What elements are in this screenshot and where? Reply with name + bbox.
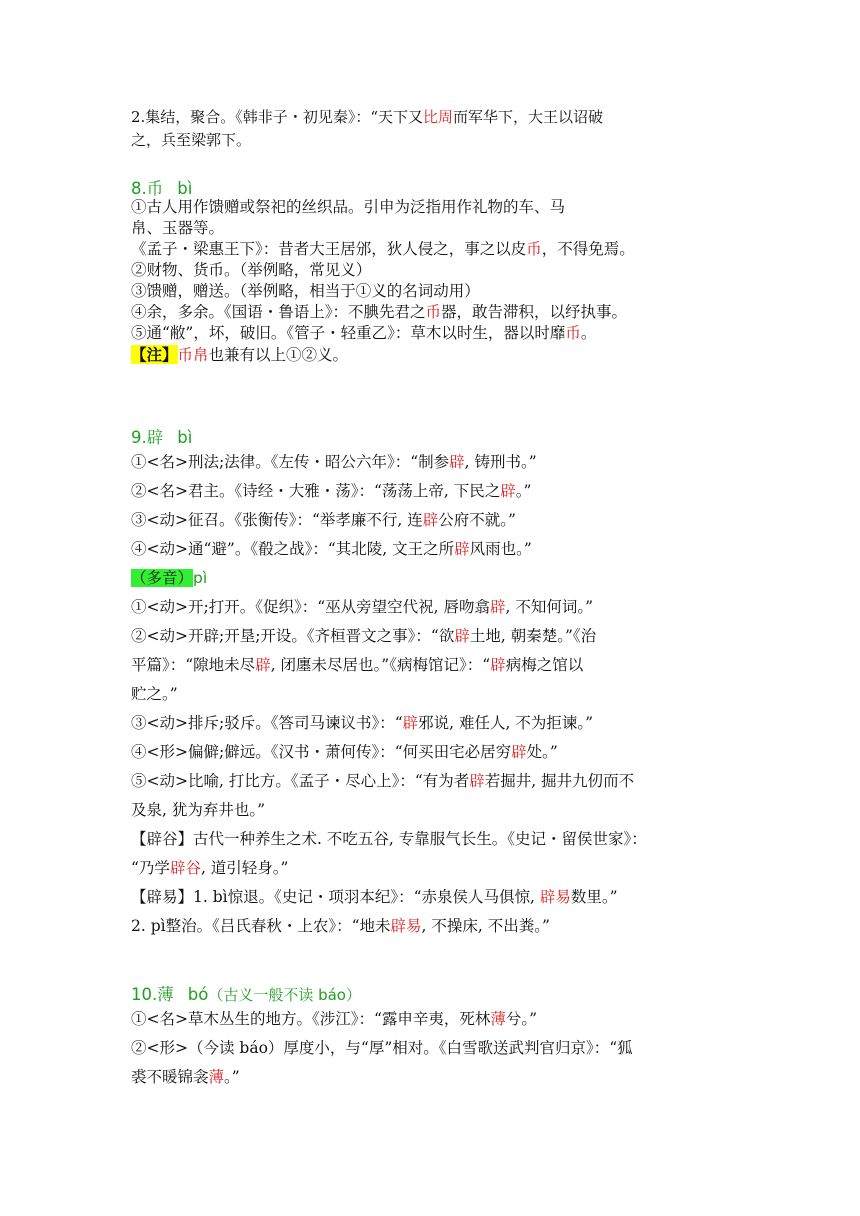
highlighted-term: 辟 xyxy=(255,656,271,674)
definition: ③<动>排斥;驳斥。《答司马谏议书》：“ xyxy=(131,714,403,732)
definition: 邪说, 难任人, 不为拒谏。” xyxy=(418,714,594,732)
highlighted-term: 币 xyxy=(526,240,542,258)
definition: 贮之。” xyxy=(131,685,178,703)
text: 而军华下，大王以诏破 xyxy=(453,108,604,126)
definition: 。” xyxy=(515,482,532,500)
highlighted-term: 辟 xyxy=(454,540,470,558)
definition: 平篇》：“隙地未尽 xyxy=(131,656,256,674)
text: 2.集结，聚合。《韩非子・初见秦》：“天下又 xyxy=(131,108,423,126)
entry-character: 币 xyxy=(146,179,164,198)
compound-entry: , 不操床, 不出粪。” xyxy=(421,917,550,935)
compound-entry: , 道引轻身。” xyxy=(200,859,289,877)
definition: 兮。” xyxy=(505,1010,538,1028)
highlighted-term: 辟 xyxy=(454,627,470,645)
definition: ⑤通“敝”，坏，破旧。《管子・轻重乙》：草木以时生，器以时靡 xyxy=(131,324,566,342)
definition: ①<名>草木丛生的地方。《涉江》：“露申辛夷，死林 xyxy=(131,1010,491,1028)
text: 之，兵至梁郭下。 xyxy=(131,131,252,149)
definition: 帛、玉器等。 xyxy=(131,219,225,237)
definition: ③<动>征召。《张衡传》：“举孝廉不行, 连 xyxy=(131,511,423,529)
note-tag: 【注】 xyxy=(131,345,178,364)
definition: , 铸刑书。” xyxy=(464,453,537,471)
entry-pinyin: bì xyxy=(177,428,193,447)
definition: ②财物、货币。（举例略，常见义） xyxy=(131,261,372,279)
example: ，不得免焉。 xyxy=(541,240,635,258)
highlighted-term: 辟 xyxy=(511,743,527,761)
definition: 病梅之馆以 xyxy=(505,656,584,674)
highlighted-term: 辟 xyxy=(490,656,506,674)
highlighted-term: 辟 xyxy=(449,453,465,471)
definition: ①<名>刑法;法律。《左传・昭公六年》：“制参 xyxy=(131,453,450,471)
highlighted-term: 辟易 xyxy=(390,917,422,935)
highlighted-term: 辟 xyxy=(402,714,419,732)
entry-number: 9. xyxy=(131,428,147,447)
highlighted-term: 辟 xyxy=(489,598,506,616)
definition: 土地, 朝秦楚。”《治 xyxy=(469,627,597,645)
entry-9-body xyxy=(131,448,731,941)
highlighted-term: 币帛 xyxy=(177,346,209,364)
entry-character: 薄 xyxy=(157,985,174,1004)
highlighted-term: 辟谷 xyxy=(169,859,201,877)
entry-character: 辟 xyxy=(146,428,164,447)
entry-number: 8. xyxy=(131,179,147,198)
definition: 若掘井, 掘井九仞而不 xyxy=(484,772,635,790)
entry-prev-continuation xyxy=(131,106,731,152)
example: 《孟子・梁惠王下》：昔者大王居邠，狄人侵之，事之以皮 xyxy=(131,240,527,258)
note-text: 也兼有以上①②义。 xyxy=(208,346,349,364)
highlighted-term: 币 xyxy=(565,324,581,342)
definition: , 不知何词。” xyxy=(505,598,594,616)
definition: 器，敢告滞积，以纾执事。 xyxy=(441,303,628,321)
definition: 风雨也。” xyxy=(469,540,532,558)
highlighted-term: 比周 xyxy=(422,108,453,126)
definition: , 闭廛未尽居也。”《病梅馆记》：“ xyxy=(270,656,491,674)
definition: ④余，多余。《国语・鲁语上》：不腆先君之 xyxy=(131,303,426,321)
entry-8-body xyxy=(131,197,731,365)
entry-note: （古义一般不读 báo） xyxy=(208,986,361,1004)
polyphone-tag: （多音） xyxy=(131,569,194,587)
definition: 及泉, 犹为弃井也。” xyxy=(131,801,266,819)
entry-8-heading xyxy=(131,175,192,199)
definition: 处。” xyxy=(526,743,558,761)
entry-pinyin: bì xyxy=(177,179,193,198)
compound-entry: 2. pì整治。《吕氏春秋・上农》：“地未 xyxy=(131,917,391,935)
definition: ④<形>偏僻;僻远。《汉书・萧何传》：“何买田宅必居穷 xyxy=(131,743,512,761)
definition: ⑤<动>比喻, 打比方。《孟子・尽心上》：“有为者 xyxy=(131,772,470,790)
definition: ②<名>君主。《诗经・大雅・荡》：“荡荡上帝, 下民之 xyxy=(131,482,501,500)
definition: ②<形>（今读 báo）厚度小，与“厚”相对。《白雪歌送武判官归京》：“狐 xyxy=(131,1039,633,1057)
compound-entry: 【辟谷】古代一种养生之术. 不吃五谷, 专靠服气长生。《史记・留侯世家》： xyxy=(131,830,647,848)
entry-pinyin: bó xyxy=(187,985,209,1004)
definition: ②<动>开辟;开垦;开设。《齐桓晋文之事》：“欲 xyxy=(131,627,455,645)
highlighted-term: 薄 xyxy=(208,1068,225,1086)
highlighted-term: 薄 xyxy=(490,1010,506,1028)
highlighted-term: 辟 xyxy=(500,482,516,500)
polyphone-pinyin: pì xyxy=(193,569,208,587)
definition: 裘不暖锦衾 xyxy=(131,1068,209,1086)
definition: ④<动>通“避”。《殽之战》：“其北陵, 文王之所 xyxy=(131,540,455,558)
definition: 公府不就。” xyxy=(438,511,516,529)
highlighted-term: 辟 xyxy=(469,772,485,790)
definition: ①<动>开;打开。《促织》：“巫从旁望空代祝, 唇吻翕 xyxy=(131,598,490,616)
entry-9-heading xyxy=(131,424,192,448)
definition: 。 xyxy=(580,324,597,342)
highlighted-term: 币 xyxy=(425,303,442,321)
entry-10-body xyxy=(131,1005,731,1092)
definition: ①古人用作馈赠或祭祀的丝织品。引申为泛指用作礼物的车、马 xyxy=(131,198,566,216)
definition: ③馈赠，赠送。（举例略，相当于①义的名词动用） xyxy=(131,282,480,300)
entry-10-heading xyxy=(131,981,361,1005)
entry-number: 10. xyxy=(131,985,158,1004)
compound-entry: 数里。” xyxy=(570,888,618,906)
compound-entry: “乃学 xyxy=(131,859,170,877)
compound-entry: 【辟易】1. bì惊退。《史记・项羽本纪》：“赤泉侯人马俱惊, xyxy=(131,888,540,906)
highlighted-term: 辟易 xyxy=(539,888,571,906)
highlighted-term: 辟 xyxy=(422,511,439,529)
definition: 。” xyxy=(224,1068,240,1086)
